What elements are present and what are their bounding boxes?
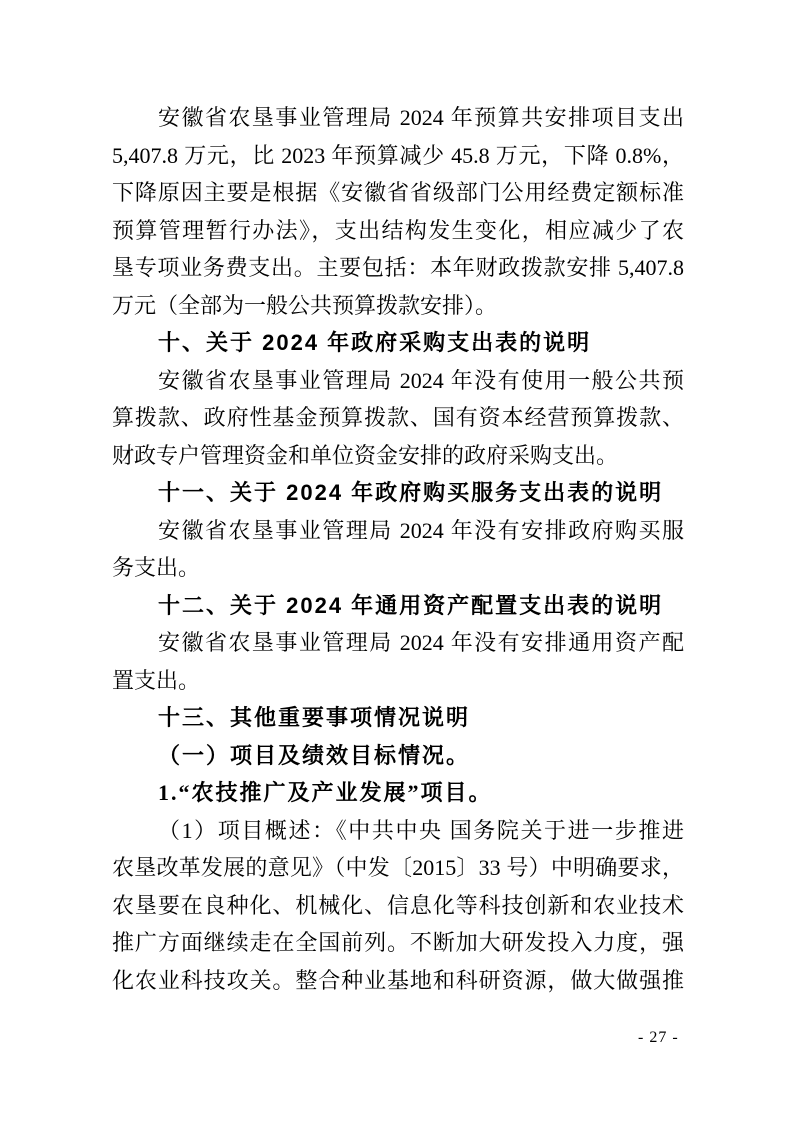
- para-11-government-purchased-services: [112, 512, 684, 587]
- text-line: 推广方面继续走在全国前列。不断加大研发投入力度，强: [112, 930, 684, 955]
- text-line: 农垦要在良种化、机械化、信息化等科技创新和农业技术: [112, 892, 684, 918]
- text-line: 万元（全部为一般公共预算拨款安排）。: [112, 292, 498, 318]
- para-10-government-procurement: [112, 362, 684, 475]
- text-line: 安徽省农垦事业管理局 2024 年预算共安排项目支出: [158, 105, 684, 130]
- text-line: 安徽省农垦事业管理局 2024 年没有安排政府购买服: [158, 517, 684, 543]
- text-line: 财政专户管理资金和单位资金安排的政府采购支出。: [112, 442, 619, 468]
- subheading-project-performance-targets: [112, 737, 684, 775]
- text-line: 5,407.8 万元，比 2023 年预算减少 45.8 万元，下降 0.8%，: [112, 142, 684, 168]
- text-line: 安徽省农垦事业管理局 2024 年没有安排通用资产配: [158, 630, 684, 655]
- text-line: 安徽省农垦事业管理局 2024 年没有使用一般公共预: [158, 367, 684, 393]
- text-line: （一）项目及绩效目标情况。: [158, 742, 471, 768]
- subheading-agritech-promotion-project: [112, 774, 684, 812]
- para-project-overview: [112, 812, 684, 1000]
- para-2024-project-budget: [112, 99, 684, 324]
- text-line: 置支出。: [112, 667, 201, 693]
- text-line: 1.“农技推广及产业发展”项目。: [158, 780, 493, 805]
- page-number: - 27 -: [638, 1029, 679, 1046]
- text-line: 下降原因主要是根据《安徽省省级部门公用经费定额标准: [112, 180, 684, 205]
- heading-11-government-purchased-services: [112, 474, 684, 512]
- text-line: （1）项目概述：《中共中央 国务院关于进一步推进: [158, 817, 684, 843]
- text-line: 预算管理暂行办法》，支出结构发生变化，相应减少了农: [112, 217, 684, 243]
- heading-10-government-procurement: [112, 324, 684, 362]
- text-line: 十、关于 2024 年政府采购支出表的说明: [158, 330, 592, 355]
- para-12-general-asset-allocation: [112, 624, 684, 699]
- text-line: 十三、其他重要事项情况说明: [158, 705, 471, 730]
- document-body: [112, 99, 684, 999]
- text-line: 十二、关于 2024 年通用资产配置支出表的说明: [158, 592, 664, 618]
- text-line: 十一、关于 2024 年政府购买服务支出表的说明: [158, 480, 664, 505]
- text-line: 化农业科技攻关。整合种业基地和科研资源，做大做强推: [112, 967, 684, 993]
- text-line: 务支出。: [112, 555, 201, 580]
- text-line: 农垦改革发展的意见》（中发〔2015〕33 号）中明确要求，: [112, 855, 684, 880]
- heading-12-general-asset-allocation: [112, 587, 684, 625]
- text-line: 算拨款、政府性基金预算拨款、国有资本经营预算拨款、: [112, 405, 684, 430]
- heading-13-other-important-matters: [112, 699, 684, 737]
- text-line: 垦专项业务费支出。主要包括：本年财政拨款安排 5,407.8: [112, 255, 684, 280]
